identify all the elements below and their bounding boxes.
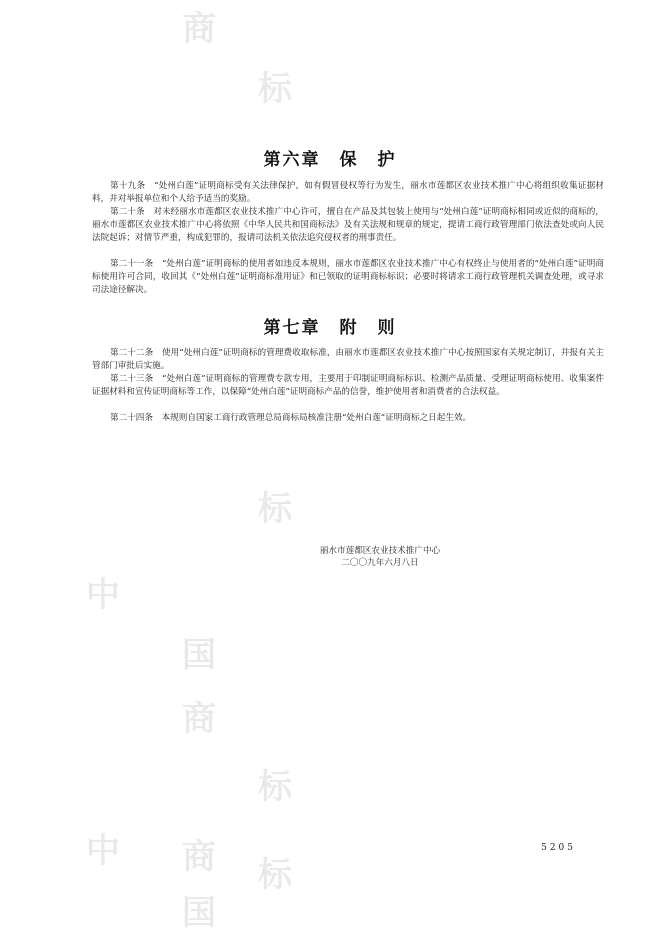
chapter7-title: 第七章 附 则 [263,318,397,338]
article-21: 第二十一条 “处州白莲”证明商标的使用者如违反本规则，丽水市莲都区农业技术推广中心有权终止与使用者的“处州白莲”证明商标使用许可合同，收回其《“处州白莲”证明商标准用证》和已领取的证明商标标识；必要时将请求工商行政管理机关调查处理，或寻求司法途径解决。 [92,259,604,295]
article-24: 第二十四条 本规则自国家工商行政管理总局商标局核准注册“处州白莲”证明商标之日起生效。 [110,413,472,423]
watermark-glyph: 中 [86,575,120,615]
article-23: 第二十三条 “处州白莲”证明商标的管理费专款专用，主要用于印制证明商标标识、检测产品质量、受理证明商标使用、收集案件证据材料和宣传证明商标等工作，以保障“处州白莲”证明商标产品的信誉，维护使用者和消费者的合法权益。 [92,374,604,397]
watermark-glyph: 商 [182,699,216,739]
watermark-glyph: 中 [86,831,120,871]
page-number: 5205 [541,843,576,853]
article-22: 第二十二条 使用“处州白莲”证明商标的管理费收取标准，由丽水市莲都区农业技术推广中心按照国家有关规定制订，并报有关主管部门审批后实施。 [92,348,604,371]
watermark-glyph: 标 [258,767,292,807]
watermark-glyph: 标 [258,855,292,895]
watermark-glyph: 国 [182,635,216,675]
article-19: 第十九条 “处州白莲”证明商标受有关法律保护，如有假冒侵权等行为发生，丽水市莲都区农业技术推广中心将组织收集证据材料，并对举报单位和个人给予适当的奖励。 [92,181,604,204]
watermark-glyph: 商 [182,837,216,877]
article-20: 第二十条 对未经丽水市莲都区农业技术推广中心许可，擅自在产品及其包装上使用与“处州白莲”证明商标相同或近似的商标的，丽水市莲都区农业技术推广中心将依照《中华人民共和国商标法》及有关法规和规章的规定，提请工商行政管理部门依法查处或向人民法院起诉；对情节严重，构成犯罪的，报请司法机关依法追究侵权者的刑事责任。 [92,207,604,243]
watermark-glyph: 标 [258,69,292,109]
signature-org: 丽水市莲都区农业技术推广中心 [319,546,441,556]
signature-date: 二〇〇九年六月八日 [341,558,419,568]
watermark-glyph: 国 [182,893,216,933]
watermark-glyph: 标 [258,489,292,529]
watermark-glyph: 商 [182,9,216,49]
chapter6-title: 第六章 保 护 [263,150,397,170]
signature-block [300,545,460,569]
